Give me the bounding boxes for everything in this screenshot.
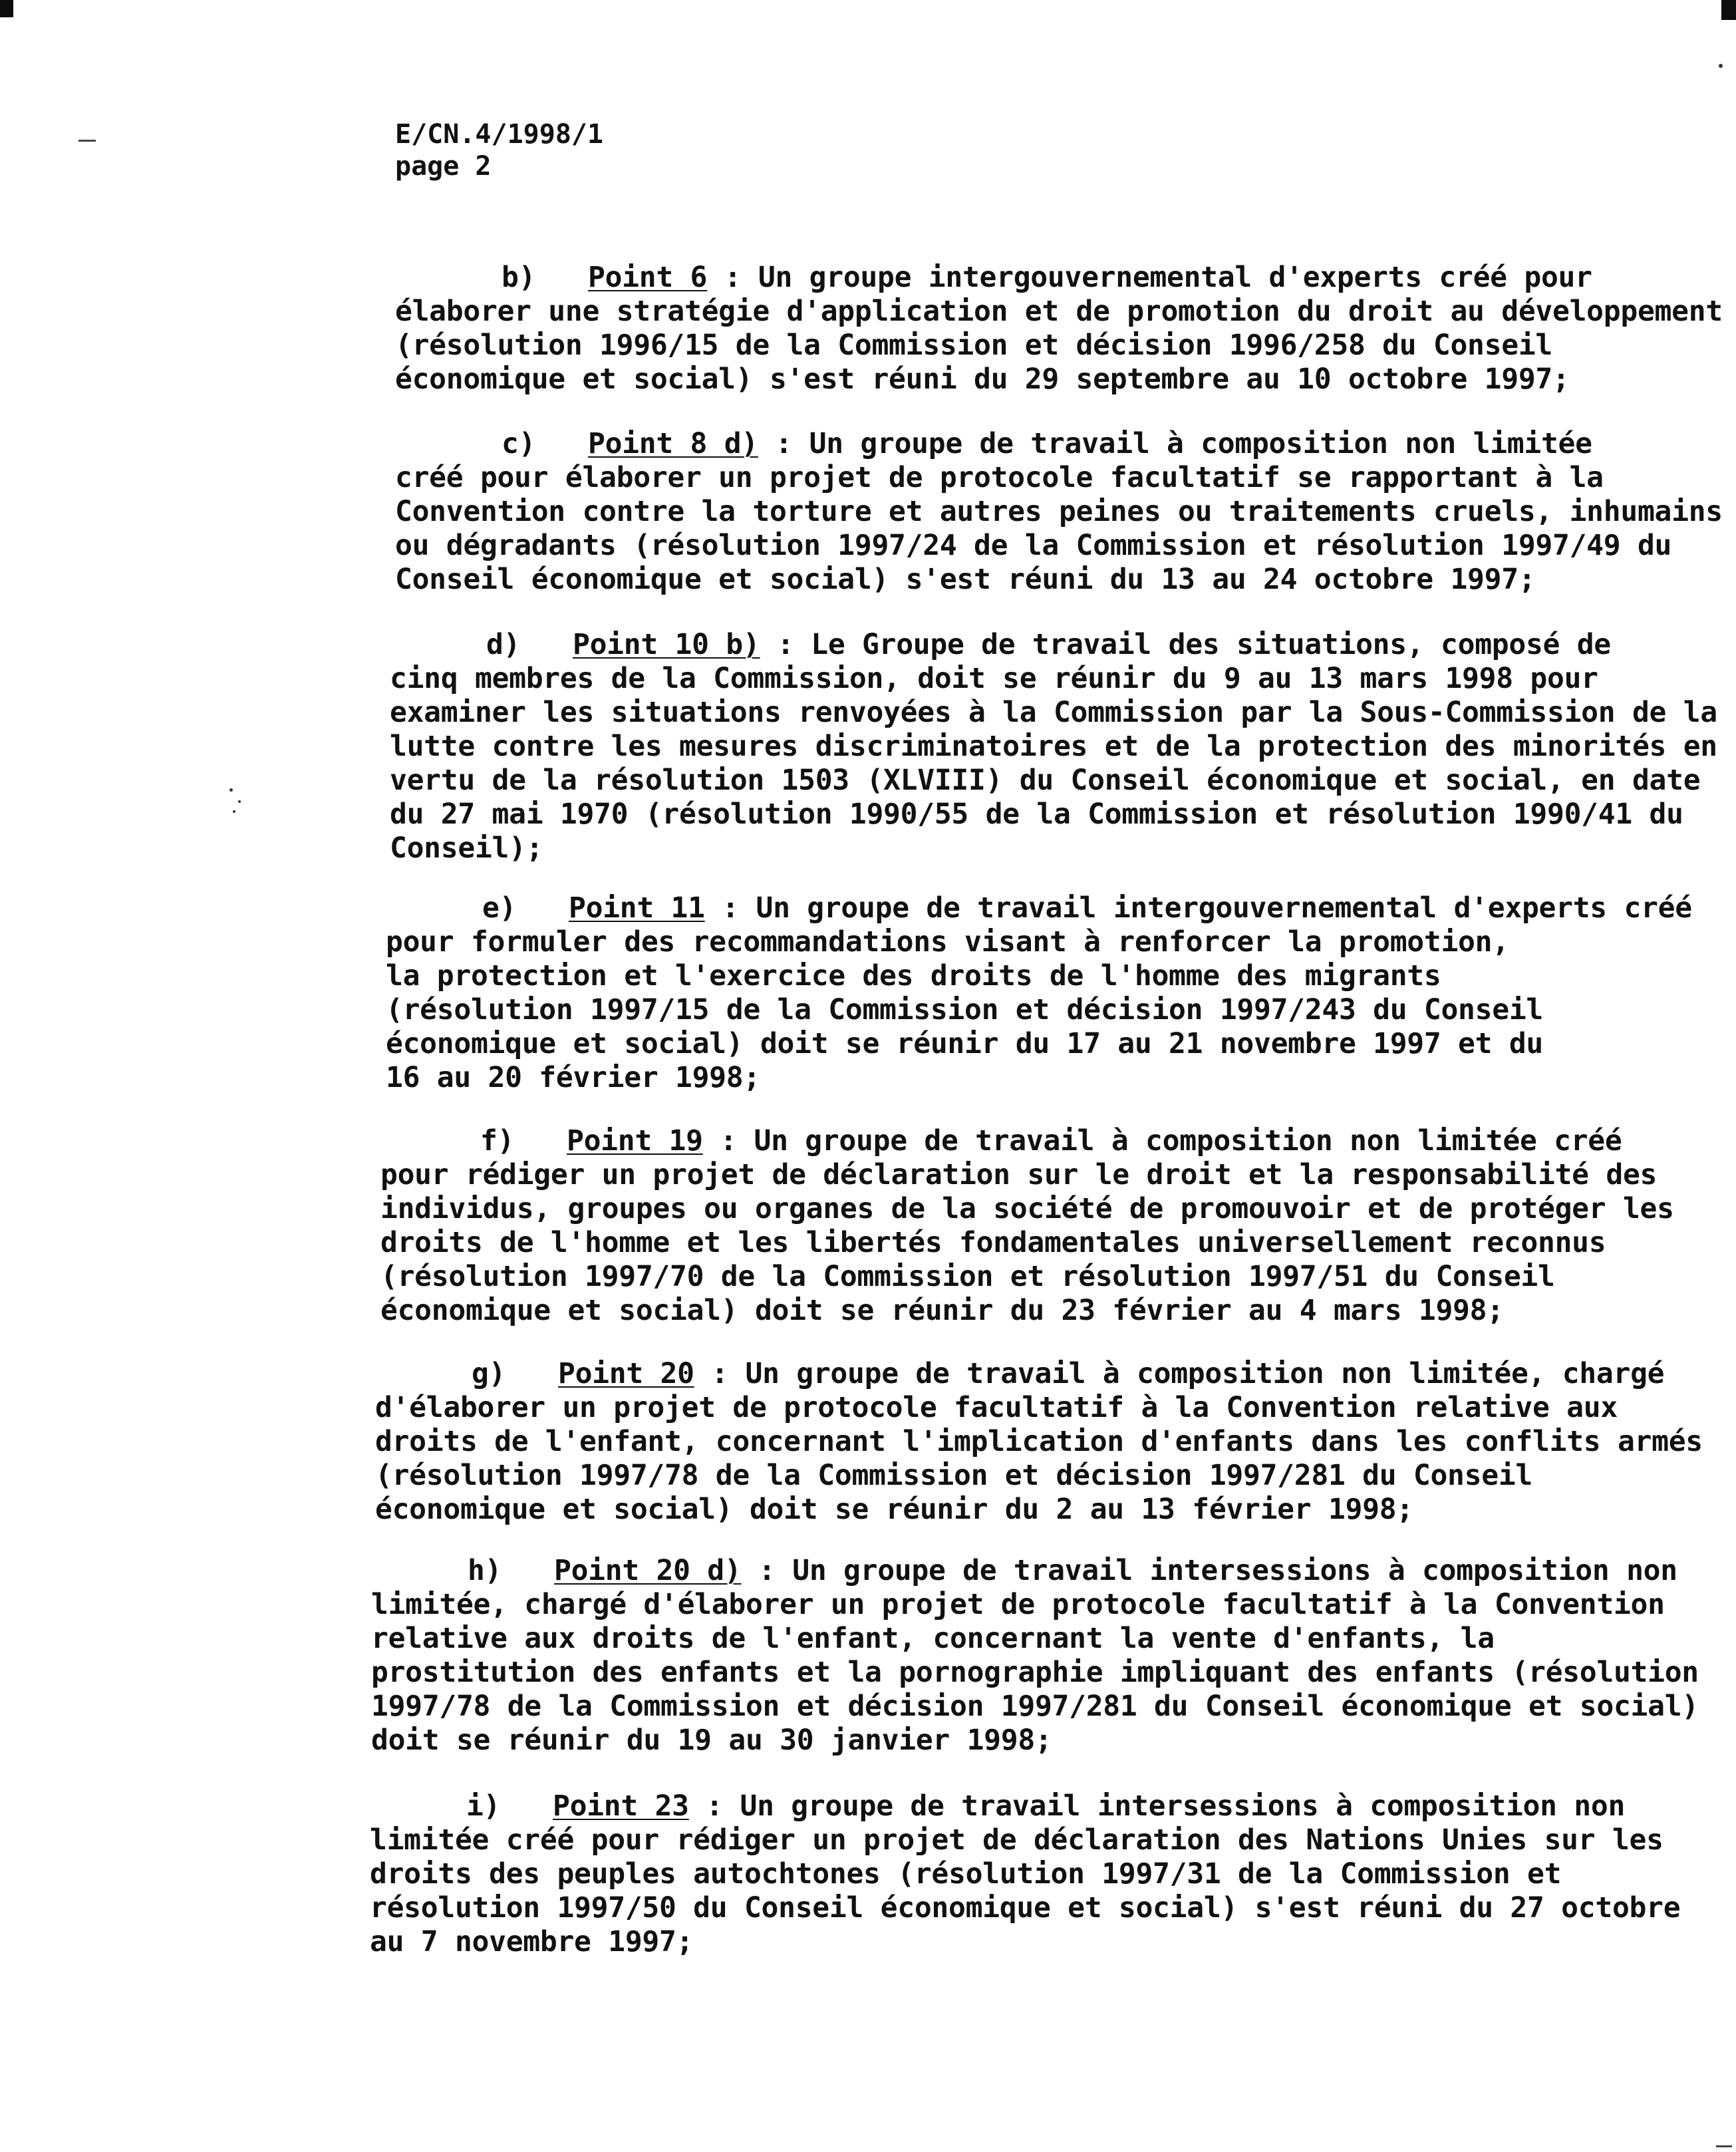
separator: :	[760, 628, 811, 661]
item-text-line: économique et social) doit se réunir du 2 au 13 février 1998;	[375, 1493, 1413, 1526]
scan-edge-mark	[0, 0, 13, 17]
point-reference: Point 19	[567, 1124, 703, 1157]
item-text-line: économique et social) s'est réuni du 29 septembre au 10 octobre 1997;	[395, 363, 1570, 396]
item-text-line: Un groupe de travail intergouvernemental d'experts créé	[756, 891, 1692, 925]
list-item	[386, 891, 1692, 1095]
point-reference: Point 20	[558, 1357, 694, 1390]
scan-speck	[233, 810, 235, 813]
item-text-line: Un groupe de travail à composition non limitée, chargé	[745, 1357, 1665, 1390]
list-item	[395, 261, 1723, 396]
item-text-line: ou dégradants (résolution 1997/24 de la Commission et résolution 1997/49 du	[395, 529, 1672, 562]
list-item	[380, 1124, 1674, 1328]
item-text-line: prostitution des enfants et la pornographie impliquant des enfants (résolution	[371, 1656, 1699, 1689]
item-text-line: relative aux droits de l'enfant, concernant la vente d'enfants, la	[371, 1622, 1495, 1655]
item-text-line: examiner les situations renvoyées à la Commission par la Sous-Commission de la	[390, 696, 1717, 729]
separator: :	[702, 1124, 754, 1157]
list-item	[371, 1554, 1699, 1758]
separator: :	[707, 261, 758, 294]
item-text-line: 16 au 20 février 1998;	[386, 1061, 760, 1094]
item-text-line: (résolution 1996/15 de la Commission et décision 1996/258 du Conseil	[395, 329, 1552, 362]
item-text-line: 1997/78 de la Commission et décision 1997/281 du Conseil économique et social)	[371, 1690, 1699, 1723]
item-text-line: (résolution 1997/15 de la Commission et décision 1997/243 du Conseil	[386, 993, 1543, 1026]
item-text-line: (résolution 1997/70 de la Commission et résolution 1997/51 du Conseil	[380, 1260, 1555, 1293]
separator: :	[741, 1554, 793, 1587]
item-text-line: doit se réunir du 19 au 30 janvier 1998;	[371, 1724, 1052, 1757]
item-text-line: pour rédiger un projet de déclaration sur le droit et la responsabilité des	[380, 1158, 1658, 1191]
item-text-line: limitée créé pour rédiger un projet de déclaration des Nations Unies sur les	[370, 1823, 1664, 1857]
item-text-line: Un groupe de travail intersessions à composition non	[792, 1554, 1677, 1587]
scan-speck	[78, 140, 96, 142]
item-text-line: individus, groupes ou organes de la société de promouvoir et de protéger les	[380, 1192, 1674, 1225]
scan-speck	[238, 800, 241, 803]
item-text-line: élaborer une stratégie d'application et de promotion du droit au développement	[395, 295, 1723, 328]
item-text-line: lutte contre les mesures discriminatoires et de la protection des minorités en	[390, 730, 1717, 763]
item-text-line: Convention contre la torture et autres peines ou traitements cruels, inhumains	[395, 495, 1723, 528]
item-text-line: Le Groupe de travail des situations, composé de	[811, 628, 1611, 661]
separator: :	[694, 1357, 746, 1390]
list-item	[370, 1789, 1680, 1959]
item-label: b)	[502, 261, 536, 294]
item-text-line: limitée, chargé d'élaborer un projet de protocole facultatif à la Convention	[371, 1588, 1665, 1621]
separator: :	[688, 1789, 740, 1823]
list-item	[390, 628, 1717, 865]
item-label: h)	[468, 1554, 502, 1587]
item-text-line: Conseil économique et social) s'est réuni du 13 au 24 octobre 1997;	[395, 563, 1536, 596]
item-text-line: économique et social) doit se réunir du 17 au 21 novembre 1997 et du	[386, 1027, 1543, 1060]
item-text-line: résolution 1997/50 du Conseil économique et social) s'est réuni du 27 octobre	[370, 1891, 1681, 1924]
item-text-line: Un groupe de travail à composition non limitée créé	[754, 1124, 1622, 1157]
scan-speck	[1719, 64, 1723, 68]
point-reference: Point 10 b)	[573, 628, 760, 661]
item-text-line: Conseil);	[390, 832, 543, 865]
item-text-line: économique et social) doit se réunir du 23 février au 4 mars 1998;	[380, 1294, 1504, 1327]
separator: :	[758, 427, 809, 460]
item-text-line: (résolution 1997/78 de la Commission et décision 1997/281 du Conseil	[375, 1459, 1532, 1492]
item-text-line: droits des peuples autochtones (résolution 1997/31 de la Commission et	[370, 1857, 1562, 1891]
list-item	[375, 1357, 1703, 1527]
item-text-line: Un groupe de travail à composition non limitée	[809, 427, 1592, 460]
point-reference: Point 6	[588, 261, 708, 294]
point-reference: Point 20 d)	[554, 1554, 742, 1587]
item-text-line: au 7 novembre 1997;	[370, 1925, 694, 1958]
list-item	[395, 427, 1723, 597]
page-number: page 2	[395, 151, 492, 182]
point-reference: Point 23	[553, 1789, 689, 1823]
point-reference: Point 11	[569, 891, 705, 925]
item-label: g)	[472, 1357, 506, 1390]
document-symbol: E/CN.4/1998/1	[395, 119, 604, 150]
item-text-line: droits de l'enfant, concernant l'implication d'enfants dans les conflits armés	[375, 1425, 1703, 1458]
item-text-line: vertu de la résolution 1503 (XLVIII) du Conseil économique et social, en date	[390, 764, 1701, 797]
separator: :	[704, 891, 756, 925]
item-text-line: créé pour élaborer un projet de protocole facultatif se rapportant à la	[395, 461, 1604, 494]
point-reference: Point 8 d)	[588, 427, 758, 460]
scan-speck	[229, 788, 233, 792]
item-label: e)	[482, 891, 517, 925]
item-text-line: Un groupe de travail intersessions à composition non	[740, 1789, 1626, 1823]
item-label: d)	[486, 628, 521, 661]
item-label: i)	[466, 1789, 501, 1823]
scan-speck	[1716, 2145, 1732, 2147]
item-label: f)	[480, 1124, 515, 1157]
item-text-line: la protection et l'exercice des droits de l'homme des migrants	[386, 959, 1441, 993]
item-text-line: cinq membres de la Commission, doit se réunir du 9 au 13 mars 1998 pour	[390, 662, 1598, 695]
item-text-line: pour formuler des recommandations visant à renforcer la promotion,	[386, 925, 1509, 959]
item-label: c)	[502, 427, 536, 460]
scan-edge-mark	[1721, 0, 1736, 20]
item-text-line: droits de l'homme et les libertés fondamentales universellement reconnus	[380, 1226, 1606, 1259]
item-text-line: du 27 mai 1970 (résolution 1990/55 de la Commission et résolution 1990/41 du	[390, 798, 1683, 831]
item-text-line: d'élaborer un projet de protocole facultatif à la Convention relative aux	[375, 1391, 1618, 1424]
item-text-line: Un groupe intergouvernemental d'experts créé pour	[758, 261, 1592, 294]
